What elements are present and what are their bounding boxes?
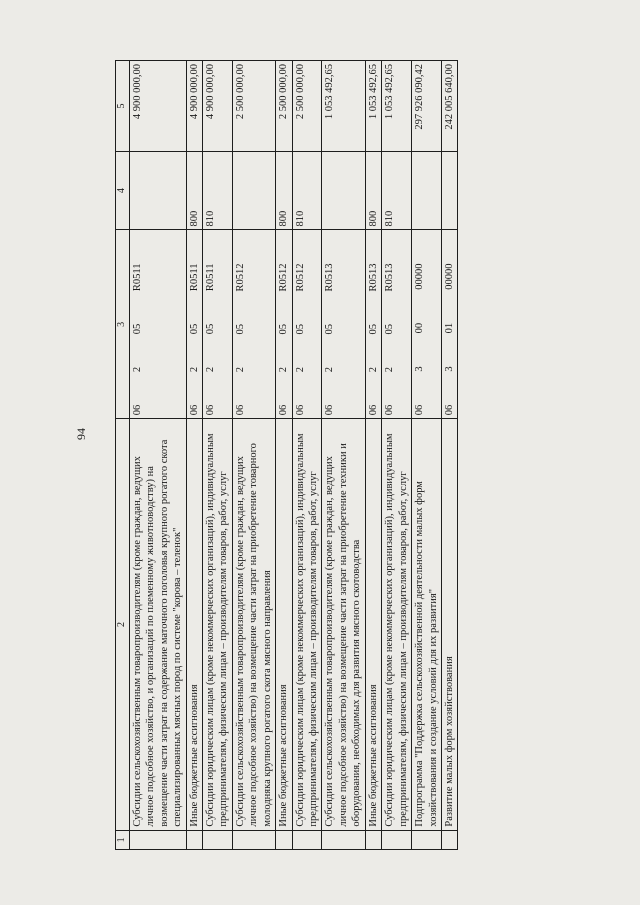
code-part: R0513 xyxy=(367,263,379,292)
row-amount-cell: 1 053 492,65 xyxy=(382,61,412,152)
row-index-cell xyxy=(232,830,275,849)
row-code-cell xyxy=(412,230,442,419)
row-amount-cell: 242 005 640,00 xyxy=(441,61,457,152)
classification-code xyxy=(367,233,380,415)
row-code-cell xyxy=(382,230,412,419)
row-index-cell xyxy=(292,830,322,849)
code-part: 06 xyxy=(384,404,396,416)
code-part: 05 xyxy=(294,324,306,335)
row-amount-cell: 1 053 492,65 xyxy=(322,61,365,152)
code-part: 05 xyxy=(367,324,379,335)
row-type-cell: 800 xyxy=(186,151,202,230)
code-part: 05 xyxy=(234,324,246,335)
row-type-cell xyxy=(322,151,365,230)
row-name-cell: Иные бюджетные ассигнования xyxy=(276,419,292,830)
code-part: 05 xyxy=(131,323,143,335)
code-part: 06 xyxy=(278,404,290,416)
classification-code xyxy=(323,233,336,415)
classification-code xyxy=(383,233,396,415)
code-part: 06 xyxy=(443,404,455,416)
code-part: 06 xyxy=(414,404,426,416)
page-number: 94 xyxy=(74,428,88,440)
code-part: 2 xyxy=(188,366,200,373)
code-part: 3 xyxy=(414,366,426,372)
row-name-cell: Субсидии юридическим лицам (кроме некоммерческих организаций), индивидуальным предпринимателям, физическим лицам – производителям товаров, работ, услуг xyxy=(382,419,412,830)
row-code-cell xyxy=(365,230,381,419)
code-part: 2 xyxy=(234,367,246,373)
classification-code xyxy=(204,233,217,415)
row-index-cell xyxy=(202,830,232,849)
table-row xyxy=(322,61,365,850)
row-name-cell: Подпрограмма "Поддержка сельскохозяйственной деятельности малых форм хозяйствования и создание условий для их развития" xyxy=(412,419,442,830)
row-name-cell: Субсидии юридическим лицам (кроме некоммерческих организаций), индивидуальным предпринимателям, физическим лицам – производителям товаров, работ, услуг xyxy=(202,419,232,830)
row-index-cell xyxy=(365,830,381,849)
row-type-cell: 800 xyxy=(365,151,381,230)
budget-table xyxy=(115,60,458,850)
header-col-3: 3 xyxy=(116,230,130,419)
code-part: 01 xyxy=(443,322,455,334)
row-amount-cell: 2 500 000,00 xyxy=(276,61,292,152)
code-part: 06 xyxy=(234,404,246,416)
row-amount-cell: 2 500 000,00 xyxy=(292,61,322,152)
code-part: 06 xyxy=(204,404,216,416)
classification-code xyxy=(234,233,247,415)
code-part: R0511 xyxy=(131,263,143,292)
code-part: 06 xyxy=(294,404,306,416)
table-row xyxy=(232,61,275,850)
row-index-cell xyxy=(186,830,202,849)
classification-code xyxy=(413,233,426,415)
code-part: R0513 xyxy=(384,263,396,292)
header-col-4: 4 xyxy=(116,151,130,230)
code-part: 06 xyxy=(324,404,336,416)
code-part: 06 xyxy=(367,404,379,416)
row-code-cell xyxy=(322,230,365,419)
code-part: 2 xyxy=(294,367,306,373)
row-name-cell: Субсидии сельскохозяйственным товаропроизводителям (кроме граждан, ведущих личное подсобное хозяйство, и организаций по племенному животноводству) на возмещение части затрат на содержание маточного поголовья крупного рогатого скота специализированных мясных пород по системе "корова – теленок" xyxy=(129,419,186,830)
table-row xyxy=(412,61,442,850)
code-part: R0512 xyxy=(234,263,246,292)
table-row xyxy=(441,61,457,850)
code-part: 06 xyxy=(188,404,200,416)
code-part: R0511 xyxy=(188,263,200,292)
row-name-cell: Субсидии сельскохозяйственным товаропроизводителям (кроме граждан, ведущих личное подсобное хозяйство) на возмещение части затрат на приобретение товарного молодняка крупного рогатого скота мясного направления xyxy=(232,419,275,830)
classification-code xyxy=(443,233,456,415)
code-part: 06 xyxy=(131,404,143,416)
row-name-cell: Иные бюджетные ассигнования xyxy=(186,419,202,830)
header-col-2: 2 xyxy=(116,419,130,830)
code-part: 2 xyxy=(384,367,396,373)
row-code-cell xyxy=(276,230,292,419)
classification-code xyxy=(188,233,201,415)
row-type-cell xyxy=(412,151,442,230)
code-part: 00 xyxy=(414,322,426,334)
code-part: 2 xyxy=(367,367,379,373)
row-index-cell xyxy=(322,830,365,849)
row-code-cell xyxy=(186,230,202,419)
table-row xyxy=(382,61,412,850)
code-part: R0512 xyxy=(294,263,306,292)
row-code-cell xyxy=(441,230,457,419)
code-part: 2 xyxy=(278,367,290,373)
code-part: 00000 xyxy=(443,263,455,290)
row-index-cell xyxy=(276,830,292,849)
row-amount-cell: 297 926 090,42 xyxy=(412,61,442,152)
row-index-cell xyxy=(129,830,186,849)
code-part: 2 xyxy=(204,366,216,373)
code-part: 05 xyxy=(324,324,336,335)
row-type-cell: 800 xyxy=(276,151,292,230)
row-code-cell xyxy=(232,230,275,419)
row-type-cell: 810 xyxy=(382,151,412,230)
classification-code xyxy=(294,233,307,415)
header-col-5: 5 xyxy=(116,61,130,152)
code-part: 05 xyxy=(278,324,290,335)
code-part: 05 xyxy=(188,323,200,335)
classification-code xyxy=(277,233,290,415)
table-row xyxy=(186,61,202,850)
code-part: 05 xyxy=(384,324,396,335)
table-header-row xyxy=(116,61,130,850)
code-part: 2 xyxy=(324,367,336,373)
table-row xyxy=(276,61,292,850)
classification-code xyxy=(131,233,144,415)
row-amount-cell: 4 900 000,00 xyxy=(129,61,186,152)
row-amount-cell: 4 900 000,00 xyxy=(186,61,202,152)
row-amount-cell: 1 053 492,65 xyxy=(365,61,381,152)
row-code-cell xyxy=(202,230,232,419)
row-type-cell xyxy=(129,151,186,230)
row-index-cell xyxy=(382,830,412,849)
code-part: R0513 xyxy=(324,263,336,292)
code-part: R0511 xyxy=(204,263,216,292)
row-code-cell xyxy=(129,230,186,419)
row-code-cell xyxy=(292,230,322,419)
rotated-page xyxy=(115,60,571,850)
row-type-cell: 810 xyxy=(292,151,322,230)
code-part: 05 xyxy=(204,323,216,335)
code-part: R0512 xyxy=(278,263,290,292)
row-name-cell: Развитие малых форм хозяйствования xyxy=(441,419,457,830)
row-name-cell: Субсидии сельскохозяйственным товаропроизводителям (кроме граждан, ведущих личное подсобное хозяйство) на возмещение части затрат на приобретение техники и оборудования, необходимых для развития мясного скотоводства xyxy=(322,419,365,830)
row-type-cell xyxy=(441,151,457,230)
row-type-cell: 810 xyxy=(202,151,232,230)
code-part: 00000 xyxy=(414,263,426,290)
row-name-cell: Субсидии юридическим лицам (кроме некоммерческих организаций), индивидуальным предпринимателям, физическим лицам – производителям товаров, работ, услуг xyxy=(292,419,322,830)
code-part: 3 xyxy=(443,366,455,372)
table-row xyxy=(129,61,186,850)
row-amount-cell: 2 500 000,00 xyxy=(232,61,275,152)
table-row xyxy=(365,61,381,850)
row-name-cell: Иные бюджетные ассигнования xyxy=(365,419,381,830)
row-index-cell xyxy=(441,830,457,849)
table-row xyxy=(202,61,232,850)
code-part: 2 xyxy=(131,366,143,373)
header-col-1: 1 xyxy=(116,830,130,849)
row-type-cell xyxy=(232,151,275,230)
table-row xyxy=(292,61,322,850)
row-amount-cell: 4 900 000,00 xyxy=(202,61,232,152)
row-index-cell xyxy=(412,830,442,849)
